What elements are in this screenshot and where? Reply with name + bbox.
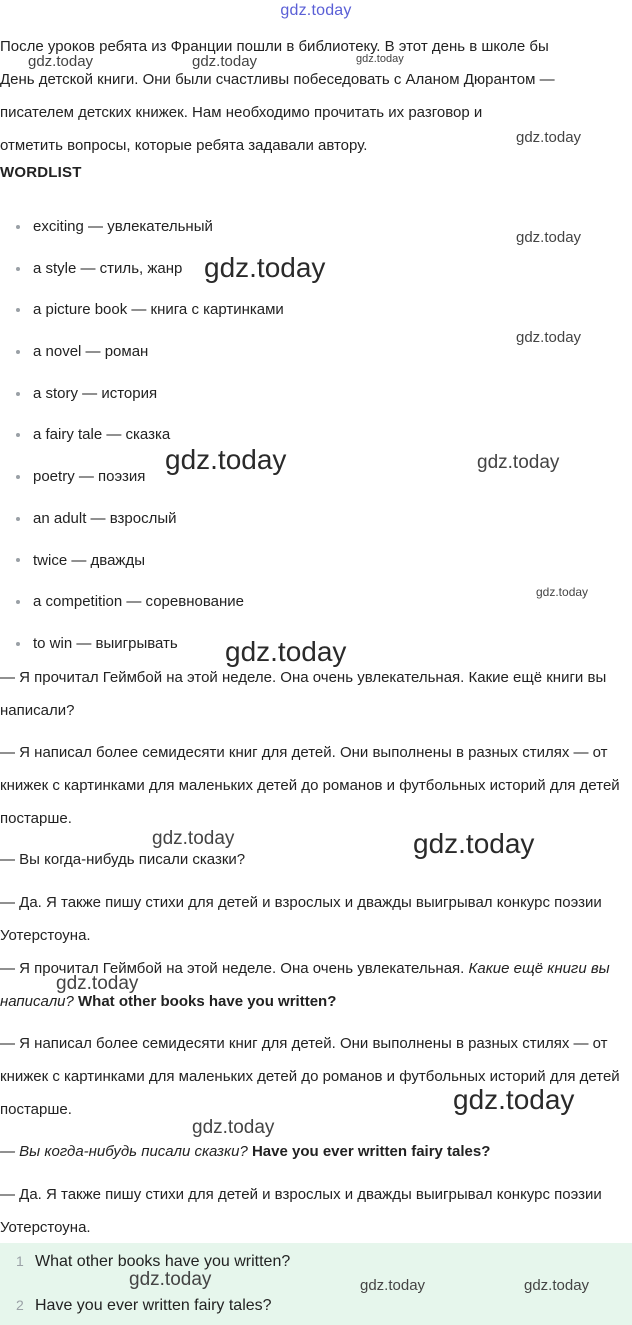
list-item <box>0 498 632 540</box>
question-translation-en: Have you ever written fairy tales? <box>247 1143 491 1160</box>
dialogue-text: — Вы когда-нибудь писали сказки? <box>0 851 246 868</box>
dialogue-text <box>0 1135 632 1168</box>
watermark: gdz.today <box>56 973 139 994</box>
wordlist-item-text: a style — стиль, жанр <box>33 259 183 277</box>
highlighted-question-ru: Какие ещё книги вы написали? <box>0 960 610 1010</box>
bullet-icon <box>16 267 20 271</box>
watermark: gdz.today <box>129 1269 212 1290</box>
watermark: gdz.today <box>477 452 560 473</box>
watermark: gdz.today <box>516 229 582 246</box>
list-item <box>0 373 632 415</box>
dialogue-line <box>0 886 632 952</box>
wordlist-item-text: poetry — поэзия <box>33 468 146 486</box>
bullet-icon <box>16 600 20 604</box>
wordlist-heading: WORDLIST <box>0 164 82 181</box>
watermark: gdz.today <box>360 1277 426 1294</box>
dialogue-plain-part: — Я прочитал Геймбой на этой неделе. Она очень увлекательная. <box>0 960 469 977</box>
answer-number: 2 <box>16 1297 24 1313</box>
answer-number: 1 <box>16 1253 24 1269</box>
list-item <box>0 289 632 331</box>
list-item <box>0 540 632 582</box>
annotated-dialogue-line <box>0 1178 632 1244</box>
answer-text: What other books have you written? <box>35 1253 291 1270</box>
bullet-icon <box>16 642 20 646</box>
watermark: gdz.today <box>453 1084 575 1115</box>
dialogue-line <box>0 736 632 835</box>
wordlist-item-text: a fairy tale — сказка <box>33 426 171 444</box>
list-item <box>0 414 632 456</box>
watermark: gdz.today <box>28 53 94 70</box>
watermark: gdz.today <box>524 1277 590 1294</box>
watermark: gdz.today <box>192 53 258 70</box>
watermark: gdz.today <box>165 444 287 475</box>
watermark: gdz.today <box>536 585 589 599</box>
wordlist-item-text: a competition — соревнование <box>33 593 244 611</box>
wordlist-item-text: exciting — увлекательный <box>33 218 213 235</box>
wordlist-item-text: a novel — роман <box>33 343 149 361</box>
watermark: gdz.today <box>192 1117 275 1138</box>
answer-text: Have you ever written fairy tales? <box>35 1297 272 1314</box>
watermark: gdz.today <box>516 129 582 146</box>
dialogue-text: — Я прочитал Геймбой на этой неделе. Она очень увлекательная. Какие ещё книги вы написали? <box>0 669 607 719</box>
bullet-icon <box>16 558 20 562</box>
wordlist-item-text: a picture book — книга с картинками <box>33 301 284 319</box>
watermark: gdz.today <box>516 329 582 346</box>
bullet-icon <box>16 225 20 229</box>
bullet-icon <box>16 392 20 396</box>
watermark: gdz.today <box>413 828 535 859</box>
dialogue-text: — Я написал более семидесяти книг для детей. Они выполнены в разных стилях — от книжек с картинками для маленьких детей до романов и футбольных историй для детей постарше. <box>0 744 620 827</box>
wordlist-item-text: an adult — взрослый <box>33 509 177 527</box>
question-translation-en: What other books have you written? <box>73 993 337 1010</box>
intro-paragraph: После уроков ребята из Франции пошли в библиотеку. В этот день в школе бы День детской книги. Они были счастливы побеседовать с Аланом Дюрантом — писателем детских книжек. Нам необходимо прочитать их разговор и отметить вопросы, которые ребята задавали автору. <box>0 38 555 154</box>
wordlist-item-text: twice — дважды <box>33 551 145 569</box>
dialogue-line <box>0 843 632 876</box>
wordlist-item-text: a story — история <box>33 384 158 402</box>
bullet-icon <box>16 308 20 312</box>
watermark: gdz.today <box>356 53 404 65</box>
annotated-dialogue-line <box>0 1135 632 1168</box>
highlighted-question-ru: — Вы когда-нибудь писали сказки? <box>0 1143 248 1160</box>
dialogue-text: — Да. Я также пишу стихи для детей и взрослых и дважды выигрывал конкурс поэзии Уотерстоуна. <box>0 1186 602 1236</box>
dialogue-text: — Да. Я также пишу стихи для детей и взрослых и дважды выигрывал конкурс поэзии Уотерстоуна. <box>0 894 602 944</box>
site-logo[interactable]: gdz.today <box>280 2 352 19</box>
watermark: gdz.today <box>152 828 235 849</box>
dialogue-text: — Я написал более семидесяти книг для детей. Они выполнены в разных стилях — от книжек с картинками для маленьких детей до романов и футбольных историй для детей постарше. <box>0 1035 620 1118</box>
watermark: gdz.today <box>225 636 347 667</box>
bullet-icon <box>16 433 20 437</box>
bullet-icon <box>16 475 20 479</box>
bullet-icon <box>16 350 20 354</box>
wordlist-item-text: to win — выигрывать <box>33 634 178 652</box>
bullet-icon <box>16 517 20 521</box>
dialogue-line <box>0 661 632 727</box>
watermark: gdz.today <box>204 252 326 283</box>
